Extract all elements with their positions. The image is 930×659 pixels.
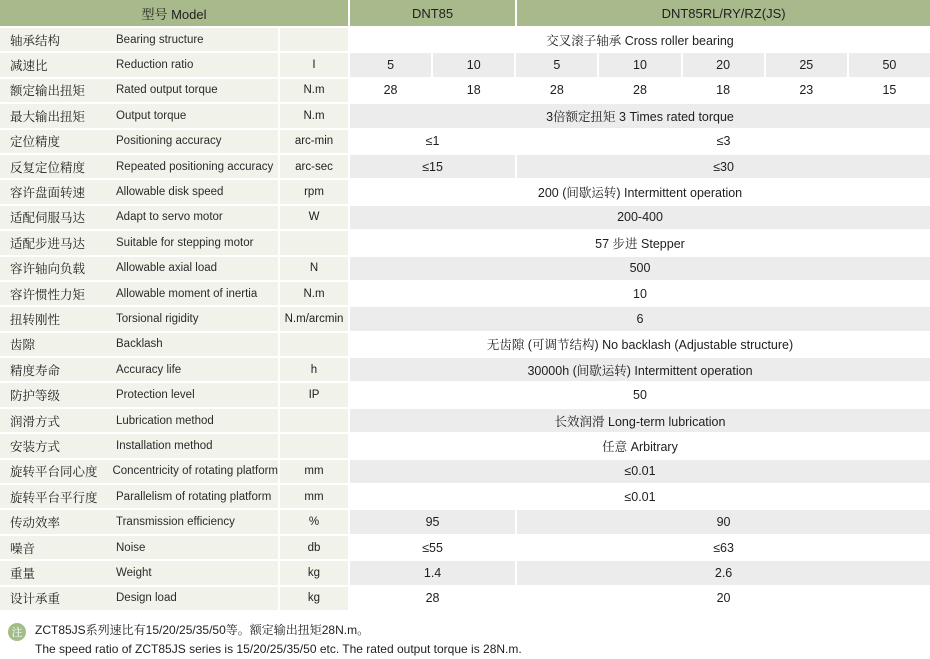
table-row xyxy=(0,510,930,533)
table-row xyxy=(0,434,930,457)
row-label-cn: 适配伺服马达 xyxy=(10,211,86,226)
row-label-cell xyxy=(0,282,278,305)
value-cell: 28 xyxy=(350,587,515,610)
note-section xyxy=(0,612,930,659)
row-label-cn: 安装方式 xyxy=(10,439,61,454)
row-unit: I xyxy=(280,53,348,76)
value-cell: ≤15 xyxy=(350,155,515,178)
row-values xyxy=(350,460,930,483)
value-cell: 30000h (间歇运转) Intermittent operation xyxy=(350,358,930,381)
table-row xyxy=(0,180,930,203)
value-cell: 200-400 xyxy=(350,206,930,229)
row-label-cn: 减速比 xyxy=(10,59,48,74)
note-line-en: The speed ratio of ZCT85JS series is 15/20/25/35/50 etc. The rated output torque is 28N.m. xyxy=(35,641,522,656)
row-label-en: Weight xyxy=(116,566,152,579)
row-label-cn: 重量 xyxy=(10,566,36,581)
value-cell: ≤0.01 xyxy=(350,460,930,483)
value-cell: 5 xyxy=(516,53,597,76)
row-label-cell xyxy=(0,180,278,203)
row-label-en: Transmission efficiency xyxy=(116,516,235,529)
row-values xyxy=(350,587,930,610)
row-label-en: Allowable axial load xyxy=(116,262,218,275)
row-label-cn: 传动效率 xyxy=(10,516,61,531)
value-cell: 50 xyxy=(849,53,930,76)
row-values xyxy=(350,561,930,584)
row-label-cell xyxy=(0,307,278,330)
table-row xyxy=(0,130,930,153)
value-cell: ≤63 xyxy=(517,536,930,559)
row-label-en: Installation method xyxy=(116,439,213,452)
row-label-cell xyxy=(0,333,278,356)
value-cell: 3倍额定扭矩 3 Times rated torque xyxy=(350,104,930,127)
row-unit xyxy=(280,28,348,51)
row-unit: N.m/arcmin xyxy=(280,307,348,330)
value-cell: ≤0.01 xyxy=(350,485,930,508)
header-model-columns xyxy=(350,0,930,26)
table-row xyxy=(0,587,930,610)
row-values xyxy=(350,155,930,178)
table-row xyxy=(0,333,930,356)
row-unit: mm xyxy=(280,460,348,483)
value-cell: 90 xyxy=(517,510,930,533)
row-label-cell xyxy=(0,383,278,406)
value-cell: 28 xyxy=(516,79,597,102)
row-label-cell xyxy=(0,485,278,508)
row-unit: % xyxy=(280,510,348,533)
row-label-cn: 防护等级 xyxy=(10,389,61,404)
table-row xyxy=(0,485,930,508)
value-cell: 25 xyxy=(766,53,847,76)
row-unit: mm xyxy=(280,485,348,508)
row-label-cn: 扭转刚性 xyxy=(10,312,61,327)
value-cell: 2.6 xyxy=(517,561,930,584)
row-label-cn: 容许轴向负载 xyxy=(10,262,86,277)
row-label-cn: 容许盘面转速 xyxy=(10,186,86,201)
row-values xyxy=(350,28,930,51)
value-cell: ≤3 xyxy=(517,130,930,153)
table-row xyxy=(0,206,930,229)
table-row xyxy=(0,104,930,127)
row-values xyxy=(350,257,930,280)
row-label-cn: 最大输出扭矩 xyxy=(10,109,86,124)
value-cell: 200 (间歇运转) Intermittent operation xyxy=(350,180,930,203)
table-row xyxy=(0,358,930,381)
value-cell: 28 xyxy=(599,79,680,102)
row-unit xyxy=(280,409,348,432)
row-unit: rpm xyxy=(280,180,348,203)
row-values xyxy=(350,104,930,127)
value-cell: 15 xyxy=(849,79,930,102)
row-label-cn: 反复定位精度 xyxy=(10,160,86,175)
row-unit: W xyxy=(280,206,348,229)
row-unit: N.m xyxy=(280,79,348,102)
row-unit: N.m xyxy=(280,104,348,127)
row-label-cell xyxy=(0,79,278,102)
row-label-cell xyxy=(0,206,278,229)
row-label-cell xyxy=(0,434,278,457)
row-label-en: Design load xyxy=(116,592,177,605)
row-label-en: Allowable moment of inertia xyxy=(116,287,258,300)
row-label-cn: 定位精度 xyxy=(10,135,61,150)
row-label-en: Lubrication method xyxy=(116,414,214,427)
row-label-cell xyxy=(0,28,278,51)
table-row xyxy=(0,307,930,330)
row-label-cn: 轴承结构 xyxy=(10,33,61,48)
value-cell: 28 xyxy=(350,79,431,102)
row-label-en: Positioning accuracy xyxy=(116,135,222,148)
table-row xyxy=(0,460,930,483)
row-label-cn: 适配步进马达 xyxy=(10,236,86,251)
table-row xyxy=(0,561,930,584)
value-cell: 20 xyxy=(683,53,764,76)
row-unit: h xyxy=(280,358,348,381)
row-label-en: Concentricity of rotating platform xyxy=(112,465,278,478)
row-label-cn: 润滑方式 xyxy=(10,414,61,429)
row-label-cn: 齿隙 xyxy=(10,338,36,353)
value-cell: 500 xyxy=(350,257,930,280)
row-unit: N xyxy=(280,257,348,280)
row-values xyxy=(350,206,930,229)
value-cell: ≤55 xyxy=(350,536,515,559)
row-values xyxy=(350,130,930,153)
row-unit: IP xyxy=(280,383,348,406)
row-label-cell xyxy=(0,460,278,483)
table-row xyxy=(0,257,930,280)
row-label-cell xyxy=(0,155,278,178)
table-row xyxy=(0,155,930,178)
row-unit: kg xyxy=(280,561,348,584)
row-label-en: Accuracy life xyxy=(116,363,182,376)
row-values xyxy=(350,383,930,406)
header-column-dnt85: DNT85 xyxy=(350,0,515,26)
value-cell: 50 xyxy=(350,383,930,406)
value-cell: ≤1 xyxy=(350,130,515,153)
row-unit: arc-sec xyxy=(280,155,348,178)
table-row xyxy=(0,79,930,102)
value-cell: 任意 Arbitrary xyxy=(350,434,930,457)
table-row xyxy=(0,53,930,76)
row-values xyxy=(350,333,930,356)
value-cell: 10 xyxy=(433,53,514,76)
row-values xyxy=(350,536,930,559)
value-cell: 5 xyxy=(350,53,431,76)
row-values xyxy=(350,231,930,254)
row-label-en: Adapt to servo motor xyxy=(116,211,223,224)
row-label-cell xyxy=(0,104,278,127)
row-label-cell xyxy=(0,510,278,533)
value-cell: 95 xyxy=(350,510,515,533)
row-label-en: Reduction ratio xyxy=(116,59,194,72)
row-values xyxy=(350,409,930,432)
row-unit: kg xyxy=(280,587,348,610)
row-label-cell xyxy=(0,358,278,381)
row-values xyxy=(350,307,930,330)
row-label-en: Rated output torque xyxy=(116,84,218,97)
row-values xyxy=(350,282,930,305)
row-label-cell xyxy=(0,409,278,432)
table-row xyxy=(0,282,930,305)
row-values xyxy=(350,434,930,457)
header-model-label: 型号 Model xyxy=(0,0,348,26)
row-label-en: Allowable disk speed xyxy=(116,186,224,199)
row-label-en: Parallelism of rotating platform xyxy=(116,490,272,503)
row-label-cn: 旋转平台同心度 xyxy=(10,465,98,480)
row-values xyxy=(350,358,930,381)
row-unit: N.m xyxy=(280,282,348,305)
row-values xyxy=(350,79,930,102)
row-label-en: Backlash xyxy=(116,338,163,351)
row-label-cell xyxy=(0,561,278,584)
value-cell: 18 xyxy=(433,79,514,102)
value-cell: 20 xyxy=(517,587,930,610)
table-row xyxy=(0,409,930,432)
value-cell: 长效润滑 Long-term lubrication xyxy=(350,409,930,432)
row-label-cell xyxy=(0,130,278,153)
row-label-en: Output torque xyxy=(116,109,187,122)
row-unit: db xyxy=(280,536,348,559)
value-cell: 10 xyxy=(599,53,680,76)
row-label-en: Suitable for stepping motor xyxy=(116,236,254,249)
value-cell: 6 xyxy=(350,307,930,330)
row-label-cell xyxy=(0,536,278,559)
row-label-en: Bearing structure xyxy=(116,33,204,46)
row-label-cn: 精度寿命 xyxy=(10,363,61,378)
row-values xyxy=(350,485,930,508)
row-unit xyxy=(280,434,348,457)
row-label-cn: 噪音 xyxy=(10,541,36,556)
row-label-en: Noise xyxy=(116,541,146,554)
value-cell: 1.4 xyxy=(350,561,515,584)
note-line-cn: ZCT85JS系列速比有15/20/25/35/50等。额定输出扭矩28N.m。 xyxy=(35,622,370,637)
value-cell: 57 步进 Stepper xyxy=(350,231,930,254)
note-text xyxy=(35,621,522,659)
row-label-cn: 旋转平台平行度 xyxy=(10,490,98,505)
value-cell: ≤30 xyxy=(517,155,930,178)
table-row xyxy=(0,536,930,559)
row-label-en: Repeated positioning accuracy xyxy=(116,160,274,173)
row-label-cn: 容许惯性力矩 xyxy=(10,287,86,302)
row-values xyxy=(350,53,930,76)
row-label-cell xyxy=(0,53,278,76)
row-label-en: Protection level xyxy=(116,389,195,402)
table-body xyxy=(0,28,930,610)
value-cell: 18 xyxy=(683,79,764,102)
table-header-row xyxy=(0,0,930,26)
value-cell: 10 xyxy=(350,282,930,305)
row-unit xyxy=(280,333,348,356)
row-values xyxy=(350,180,930,203)
row-unit xyxy=(280,231,348,254)
table-row xyxy=(0,383,930,406)
note-icon: 注 xyxy=(8,623,26,641)
row-label-cell xyxy=(0,231,278,254)
value-cell: 无齿隙 (可调节结构) No backlash (Adjustable structure) xyxy=(350,333,930,356)
table-row xyxy=(0,231,930,254)
row-label-en: Torsional rigidity xyxy=(116,312,199,325)
row-label-cn: 设计承重 xyxy=(10,592,61,607)
row-label-cell xyxy=(0,587,278,610)
row-label-cn: 额定输出扭矩 xyxy=(10,84,86,99)
value-cell: 交叉滚子轴承 Cross roller bearing xyxy=(350,28,930,51)
table-row xyxy=(0,28,930,51)
row-label-cell xyxy=(0,257,278,280)
value-cell: 23 xyxy=(766,79,847,102)
row-values xyxy=(350,510,930,533)
header-column-dnt85rl: DNT85RL/RY/RZ(JS) xyxy=(517,0,930,26)
row-unit: arc-min xyxy=(280,130,348,153)
